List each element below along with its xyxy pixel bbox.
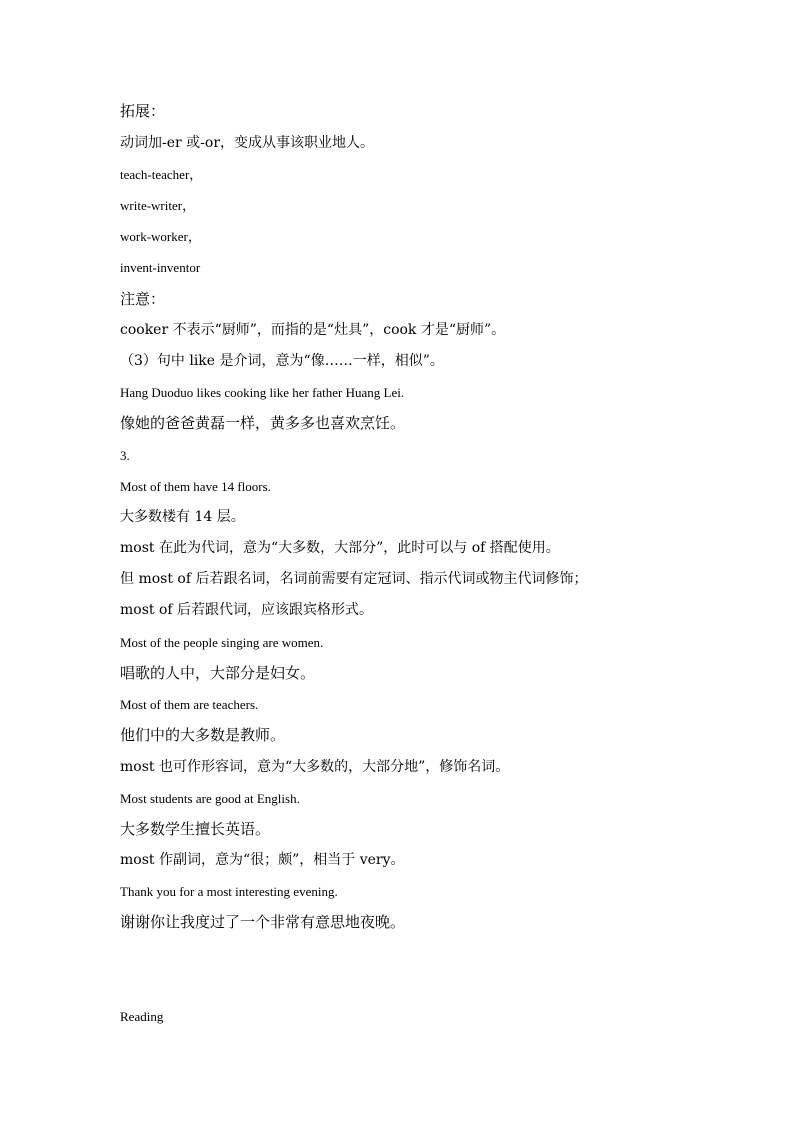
example-word-pair: teach-teacher， [120,167,203,182]
example-sentence: Most of them are teachers. [120,697,259,712]
text-line: （3）句中 like 是介词，意为“像……一样，相似”。 [120,353,444,369]
text-line: 但 most of 后若跟名词，名词前需要有定冠词、指示代词或物主代词修饰； [120,571,588,587]
example-sentence: Most of the people singing are women. [120,635,324,650]
section-heading-reading: Reading [120,1009,164,1024]
heading-tuozhan: 拓展： [120,102,166,120]
text-line: most 也可作形容词，意为“大多数的，大部分地”，修饰名词。 [120,759,510,775]
example-translation: 他们中的大多数是教师。 [120,726,286,744]
example-word-pair: invent-inventor [120,260,201,275]
text-line: cooker 不表示“厨师”，而指的是“灶具”，cook 才是“厨师”。 [120,322,506,338]
example-word-pair: work-worker， [120,229,201,244]
example-sentence: Most of them have 14 floors. [120,479,271,494]
example-word-pair: write-writer， [120,198,196,213]
example-translation: 像她的爸爸黄磊一样，黄多多也喜欢烹饪。 [120,414,406,432]
example-sentence: Hang Duoduo likes cooking like her father Huang Lei. [120,385,405,400]
example-translation: 大多数楼有 14 层。 [120,509,245,525]
section-number: 3. [120,448,130,463]
text-line: most of 后若跟代词，应该跟宾格形式。 [120,602,374,618]
example-sentence: Thank you for a most interesting evening. [120,884,338,899]
text-line: 动词加-er 或-or，变成从事该职业地人。 [120,135,375,151]
example-translation: 谢谢你让我度过了一个非常有意思地夜晚。 [120,913,406,931]
example-sentence: Most students are good at English. [120,791,300,806]
heading-zhuyi: 注意： [120,290,166,308]
text-line: most 在此为代词，意为“大多数，大部分”，此时可以与 of 搭配使用。 [120,540,560,556]
example-translation: 大多数学生擅长英语。 [120,820,271,838]
example-translation: 唱歌的人中，大部分是妇女。 [120,664,316,682]
text-line: most 作副词，意为“很；颇”，相当于 very。 [120,852,405,868]
